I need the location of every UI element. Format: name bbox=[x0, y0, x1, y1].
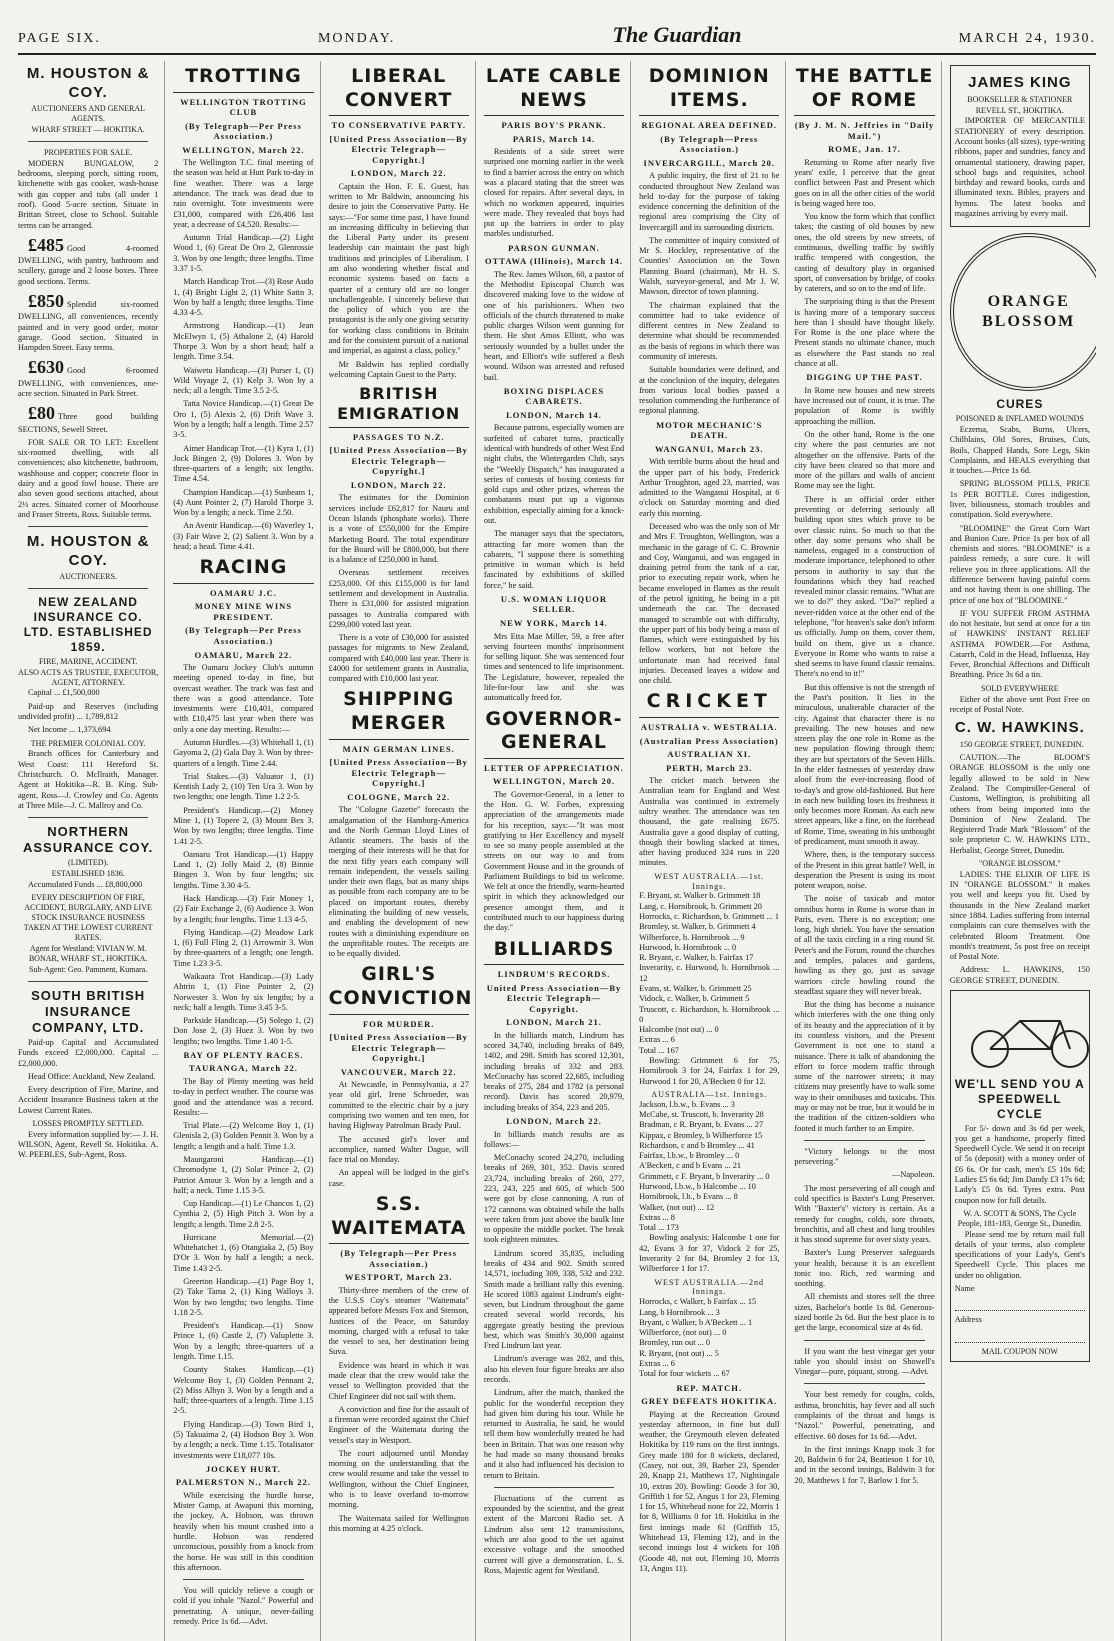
cricket-bowling: Bowling: Grimmett 6 for 75, Hornibrook 3 for 24, Fairfax 1 for 29, Hurwood 1 for 20, A'Beckett 0 for 12. bbox=[639, 1055, 780, 1086]
waitemata-dateline: WESTPORT, March 23. bbox=[344, 1272, 453, 1283]
cures-head: CURES bbox=[996, 397, 1044, 412]
rep-sub: GREY DEFEATS HOKITIKA. bbox=[641, 1396, 778, 1407]
shipping-p1: The "Cologne Gazette" forecasts the amalgamation of the Hamburg-America and the North German Lloyd Lines of Atlantic steamers. The basis of the merging of their interests will be that for the next fifty years each company will remain independent, the vessels sailing under their own flags, but as many ships as possible from each company are to be placed on important routes, thereby eliminating the building of new vessels, and enabling the development of new routes with a diminishing expenditure on the unprofitable routes. The receipts are to be equally divided. bbox=[328, 805, 469, 959]
coupon-name-field[interactable] bbox=[955, 1298, 1085, 1311]
billiards-p4: Lindrum scored 35,835, including breaks of 434 and 902. Smith scored 14,571, including 309, 338, 532 and 232. Smith made a brilliant rally this evening. He scored 1083 against Lindrum's eight-seven, but Lindrum throughout the game created several world records, his aggregate greatly besting the previous best, which was Smith's 30,000 against Fred Lindrum last year. bbox=[483, 1248, 625, 1351]
rome-byline: (By J. M. N. Jeffries in "Daily Mail.") bbox=[794, 120, 935, 141]
score-line: Total for four wickets ... 67 bbox=[639, 1369, 730, 1379]
billiards-assoc: United Press Association—By Electric Telegraph—Copyright. bbox=[486, 982, 622, 1014]
governor-headline: GOVERNOR-GENERAL bbox=[484, 708, 624, 759]
cures-body: Eczema, Scabs, Burns, Ulcers, Chilblains, Old Sores, Bruises, Cuts, Boils, Chapped Hands, Sore Legs, Skin Complaints, and HEALS everything that it touches.—Price 1s 6d. bbox=[949, 425, 1090, 476]
score-line: A'Beckett, c and b Evans ... 21 bbox=[639, 1161, 742, 1171]
boxing-p2: The manager says that the spectators, attracting far more women than the cabarets, "I suppose there is something primitive in woman which is held fascinated by exhibitions of skilled force," he said. bbox=[483, 529, 625, 590]
emigration-p2: Overseas settlement receives £253,000. Of this £155,000 is for land settlement and development in Australia. There is £31,000 for assisted migration passages to Australia compared with £299,000 voted last year. bbox=[328, 568, 469, 629]
cricket-sub: AUSTRALIA v. WESTRALIA. bbox=[640, 722, 778, 733]
liberal-assoc: [United Press Association—By Electric Telegraph—Copyright.] bbox=[329, 133, 468, 165]
price-3: £630 bbox=[28, 357, 64, 378]
seal-text: ORANGE BLOSSOM bbox=[982, 293, 1076, 331]
vinegar-ad: If you want the best vinegar get your table you should insist on Showell's Vinegar—pure, piquant, strong. —Advt. bbox=[794, 1346, 935, 1377]
rome-p10: But the thing has become a nuisance which interferes with the one thing only of its beauty and the appreciation of it by its countless visitors, and the Present Government is not one to stand a nuisance. There is talk of abandoning the effort to force modern traffic through some of the narrower streets; it may citizens may presently have to walk some way to their omnibuses and taxicabs. This may or may not be true, but it would be in the tradition of the citizen-soldiers who footed it much farther to an Empire. bbox=[794, 1000, 935, 1133]
racing-p9: Parkside Handicap.—(5) Solego 1, (2) Don Jose 2, (3) Huez 3. Won by two lengths; two lengths. Time 1.40 1-5. bbox=[173, 1016, 314, 1046]
racing-sub: OAMARU J.C. bbox=[209, 587, 277, 598]
score-line: Richardson, c and b Bromley ... 41 bbox=[639, 1140, 755, 1150]
score-line: R. Bryant, (not out) ... 5 bbox=[639, 1348, 719, 1358]
score-line: Lang, c. Hornibrook, b. Grimmett 20 bbox=[639, 901, 762, 911]
parson-p: The Rev. James Wilson, 60, a pastor of the Methodist Episcopal Church was discovered making love to the widow of one of his parishioners. When two officials of the church threatened to make public charges Wilson went gunning for them. He shot Amos Elliott, who was seriously wounded by a bullet under the heart, and Elliott's wife suffered a flesh wound. Wilson was arrested and refused bail. bbox=[483, 269, 625, 382]
paper-title: The Guardian bbox=[612, 22, 742, 47]
price-2: £850 bbox=[28, 290, 64, 311]
speedwell-title: WE'LL SEND YOU A SPEEDWELL CYCLE bbox=[954, 1076, 1085, 1121]
girl-dateline: VANCOUVER, March 22. bbox=[340, 1066, 457, 1077]
score-line: Bromley, st. Walker, b. Grimmett 4 bbox=[639, 922, 756, 932]
bop-p8: County Stakes Handicap.—(1) Welcome Boy 1, (3) Golden Pennant 2, (2) Miss Albyn 3. Won by a length and a half; three-quarters of a length. Time 1.15 2-5. bbox=[173, 1365, 314, 1416]
cricket-continued: In the first innings Knapp took 3 for 20, Baldwin 6 for 24, Beatieson 1 for 10, and in the second innings, Baldwin 3 for 20, Matthews 1 for 7, Barlow 1 for 5. bbox=[794, 1444, 935, 1485]
speedwell-ad bbox=[950, 990, 1090, 1363]
price-1: £485 bbox=[28, 234, 64, 255]
score-line: Walker, (not out) ... 12 bbox=[639, 1202, 715, 1212]
rome-headline: THE BATTLE OF ROME bbox=[794, 65, 934, 116]
billiards-headline: BILLIARDS bbox=[484, 938, 624, 966]
day: MONDAY. bbox=[317, 31, 396, 46]
orange-label: "ORANGE BLOSSOM." bbox=[979, 858, 1061, 868]
mechanic-head: MOTOR MECHANIC'S DEATH. bbox=[656, 419, 763, 441]
liberal-p2: Mr Baldwin has replied cordially welcoming Captain Guest to the Party. bbox=[328, 359, 469, 379]
northern-title: NORTHERN ASSURANCE COY. bbox=[22, 824, 154, 856]
score-line: Hornibrook, l.b., b Evans ... 8 bbox=[639, 1192, 738, 1202]
ad-houston-title: M. HOUSTON & COY. bbox=[26, 65, 150, 101]
rep-p: Playing at the Recreation Ground yesterday afternoon, in fine but dull weather, the Greymouth eleven defeated Hokitika by 119 runs on the first innings. Grey made 180 for 8 wickets, declared, (Casey, not out, 39, Barber 23, Spender 20, Knapp 21, Matthews 17, Nightingale 10, extras 20). Bowling: Goode 3 for 30, Griffith 1 for 52, Angus 1 for 23, Fleming 1 for 15, Whitehead none for 22, Morris 1 for 8, Williams 0 for 18. Hokitika in the first innings made 61 (Griffith 15, Whitehead 13, Fleming 12), and in the second innings lost 4 wickets for 108 (Goode 48, not out, Fleming 10, Morris 13, Angus 11). bbox=[639, 1409, 780, 1573]
score-line: Vidock, c. Walker, b. Grimmett 5 bbox=[639, 994, 750, 1004]
ad-houston-sub: AUCTIONEERS AND GENERAL AGENTS. bbox=[31, 104, 146, 124]
score-list bbox=[639, 891, 779, 1056]
emigration-p1: The estimates for the Dominion services include £62,817 for Nauru and Ocean Islands (phosphate works). There is a vote of £550,000 for the Empire Marketing Board. The total expenditure for the Board will be £800,000, but there is a balance of £250,000 in hand. bbox=[328, 493, 469, 565]
regional-p1: A public inquiry, the first of 21 to be conducted throughout New Zealand was held to-day for the purpose of taking evidence concerning the definition of the regional area comprising the City of Invercargill and its surrounding districts. bbox=[639, 171, 780, 232]
southbritish-losses: LOSSES PROMPTLY SETTLED. bbox=[32, 1118, 144, 1128]
governor-p1: The Governor-General, in a letter to the Hon. G. W. Forbes, expressing appreciation of the arrangements made for his reception, says:—"It was most gratifying to Her Excellency and myself to see so many people assembled at the streets on our way to and from Government House and in the grounds of Parliament Buildings to bid us welcome. We felt at once the friendly, warm-hearted spirit in which they acknowledged our presence amongst them, and it contributed much to our happiness during the day." bbox=[483, 789, 625, 933]
page-number: PAGE SIX. bbox=[18, 31, 101, 46]
governor-dateline: WELLINGTON, March 20. bbox=[492, 776, 616, 787]
nzi-premier: THE PREMIER COLONIAL COY. bbox=[30, 738, 146, 748]
rome-p7: But this offensive is not the strength of the Past's position. It lies in the miraculous, unalterable character of the city. Against that character there is no prevailing. The new houses and new streets play the one role in Rome as the new population flowing through them; they are but spectators of the Seven Hills. In the elder fastnesses of yesterday draw aloof from the ever-increasing flood of to-day's and grow old-fashioned. But here in each new building loses its freshness it only becomes more Roman. As each new street appears, like a fine, on the forehead of Rome, Time, sweating in his unthought of predicament, must smooth it away. bbox=[794, 682, 935, 846]
bloomine: "BLOOMINE" the Great Corn Wart and Bunion Cure. Price 1s per box of all chemists and stores. "BLOOMINE" is a painless remedy, a sure cure. It will relieve you in three applications. All the difference between having painful corns and not having them is one shilling. The price of one box of "BLOOMINE." bbox=[949, 523, 1090, 605]
girl-headline: GIRL'S CONVICTION bbox=[329, 963, 469, 1014]
score-line: Extras ... 8 bbox=[639, 1212, 675, 1222]
regional-dateline: INVERCARGILL, March 20. bbox=[643, 157, 775, 168]
column-1 bbox=[18, 61, 165, 1641]
nzi-branch: Branch offices for Canterbury and West Coast: 111 Hereford St. Christchurch. O. Mcllraith, Manager. Agent at Hokitika—R. B. King. Sub-agent, Ross—J. Crowley and Co. Agents at Three Mile—J. C. Mallroy and Co. bbox=[18, 749, 159, 810]
cable-headline: LATE CABLE NEWS bbox=[484, 65, 624, 116]
billiards-p2: In billiards match results are as follows:— bbox=[483, 1129, 625, 1149]
napoleon-quote: "Victory belongs to the most persevering." bbox=[794, 1146, 935, 1167]
trotting-p8: Champion Handicap.—(1) Sunbeam 1, (4) Aunt Pointer 2, (7) Harold Thorpe 3. Won by a length; a neck. Time 2.50. bbox=[173, 487, 314, 518]
northern-agent: Agent for Westland: VIVIAN W. M. BONAR, WHARF ST., HOKITIKA. bbox=[28, 943, 148, 963]
james-king-sub: BOOKSELLER & STATIONER bbox=[967, 94, 1073, 104]
parson-dateline: OTTAWA (Illinois), March 14. bbox=[485, 256, 623, 267]
property-2: Splendid six-roomed DWELLING, all conveniences, recently painted and in very good order, motor garage. Good section. Situated in Hampden Street. Easy terms. bbox=[18, 299, 159, 353]
speedwell-firm: W. A. SCOTT & SONS, The Cycle People, 181-183, George St., Dunedin. bbox=[957, 1208, 1082, 1228]
racing-p1: The Oamaru Jockey Club's autumn meeting opened to-day in fine, but overcast weather. The track was fast and there was a good attendance. Tote investments were £10,401, compared with £10,475 last year when there was only a one day meeting. Results:— bbox=[173, 663, 314, 734]
waitemata-headline: S.S. WAITEMATA bbox=[329, 1193, 469, 1244]
james-king-ad bbox=[950, 65, 1090, 227]
bicycle-icon bbox=[955, 1001, 1096, 1071]
bop-p5: Hurricane Memorial.—(2) Whitehatchet 1, (6) Otangiaka 2, (5) Boy D'Or 3. Won by half a length; a neck. Time 1.43 2-5. bbox=[173, 1232, 314, 1273]
northern-body: EVERY DESCRIPTION OF FIRE, ACCIDENT, BURGLARY, AND LIVE STOCK INSURANCE BUSINESS TAKEN AT THE LOWEST CURRENT RATES. bbox=[23, 893, 153, 943]
coupon-name-label: Name bbox=[954, 1284, 975, 1293]
trotting-p6: Tatta Novice Handicap.—(1) Great De Oro 1, (5) Alexis 2, (6) Drift Wave 3. Won by a length; half a length. Time 2.57 3-5. bbox=[173, 399, 314, 440]
waitemata-p4: The court adjourned until Monday morning on the understanding that the crew would resume and take the vessel to Wellington, without the Chief Engineer, who is to leave overland to-morrow morning. bbox=[328, 1448, 469, 1510]
regional-p4: Suitable boundaries were defined, and at the conclusion of the inquiry, delegates from various local bodies passed a resolution commending the furtherance of regional planning. bbox=[639, 365, 780, 416]
bop-p4: Cup Handicap.—(1) Le Chancos 1, (2) Cynthia 2, (5) High Pitch 3. Won by a length; a length. Time 2.8 2-5. bbox=[173, 1199, 314, 1229]
score-line: Jackson, l.b.w., b. Evans ... 3 bbox=[639, 1099, 735, 1109]
bop-p7: President's Handicap.—(1) Snow Prince 1, (6) Castle 2, (7) Valuplette 3. Won by a length; three-quarters of a length. Time 1.15. bbox=[173, 1321, 314, 1361]
cures-line: POISONED & INFLAMED WOUNDS bbox=[955, 414, 1084, 424]
regional-p3: The chairman explained that the committee had to take evidence of different centres in New Zealand to determine what should be recommended as the basis of regions in which there was community of interests. bbox=[639, 300, 780, 361]
score-line: Fairfax, l.b.w., b Bromley ... 0 bbox=[639, 1151, 740, 1161]
bop-p3: Maungaroni Handicap.—(1) Chromodyne 1, (2) Solar Prince 2, (2) Patriot Amour 3. Won by a length and a half; a neck. Time 1.15 3-5. bbox=[173, 1154, 314, 1195]
emigration-p3: There is a vote of £30,000 for assisted passages for migrants to New Zealand, compared with £40,000 last year. There is £4000 for settlement grants in Australia, compared with £10,000 last year. bbox=[328, 633, 469, 684]
ad-houston-addr: WHARF STREET — HOKITIKA. bbox=[31, 125, 145, 134]
score-line: Bromley, run out ... 0 bbox=[639, 1338, 711, 1348]
jockey-dateline: PALMERSTON N., March 22. bbox=[175, 1477, 311, 1488]
billiards-sub: LINDRUM'S RECORDS. bbox=[497, 969, 611, 980]
score-line: Hurwood, b. Hornibrook ... 0 bbox=[639, 942, 737, 952]
trotting-headline: TROTTING bbox=[173, 65, 313, 93]
baxter-p2: Baxter's Lung Preserver safeguards your health, because it is an excellent tonic too. Rich, red warming and soothing. bbox=[794, 1248, 935, 1289]
cricket-assoc: (Australian Press Association) bbox=[639, 735, 779, 746]
southbritish-title: SOUTH BRITISH INSURANCE COMPANY, LTD. bbox=[31, 987, 146, 1035]
emigration-dateline: LONDON, March 22. bbox=[350, 479, 447, 490]
trotting-p7: Aimer Handicap Trot.—(1) Kyra 1, (1) Jock Bingen 2, (9) Dolores 3. Won by three-quarters of a length; six lengths. Time 4.54. bbox=[173, 443, 314, 484]
column-7 bbox=[950, 61, 1096, 1641]
hawkins-caution: CAUTION.—The BLOOM'S ORANGE BLOSSOM is the only one legally allowed to be sold in New Zealand. The Comptroller-General of Customs, Wellington, is prohibiting all others from being imported into the Dominion of New Zealand. The Registered Trade Mark "Blossom" of the sole proprietor C. W. HAWKINS LTD., Herbalist, George Street, Dunedin. bbox=[949, 753, 1090, 855]
racing-p5: Oamaru Trot Handicap.—(1) Happy Land 1, (2) Jolly Maid 2, (8) Binnie Bingen 3. Won by four lengths; six lengths. Time 3.30 4-5. bbox=[173, 849, 314, 890]
billiards-dateline2: LONDON, March 22. bbox=[506, 1116, 602, 1127]
rome-p6: There is an official order either preventing or deferring seriously all building upon sites which prove to be over classic ruins. So much so that the other day some persons who shall be nameless, engaged in a construction of moderate importance, telephoned to other persons in authority to say that the foundations which they had reached revealed minor classic remains. "What are we to do?" they asked. "Do?" replied a never-ridden voice at the other end of the telephone, "for heaven's sake don't inform us officially. Jump on them, cover them, build on them, give us a chance. Everyone in Rome who wants to raise a shed seems to have found classic remains. There's no end to it!" bbox=[794, 494, 935, 679]
trotting-assoc: (By Telegraph—Per Press Association.) bbox=[185, 120, 302, 142]
racing-dateline: OAMARU, March 22. bbox=[194, 649, 293, 660]
score-line: Total ... 167 bbox=[639, 1045, 679, 1055]
bop-p1: The Bay of Plenty meeting was held to-day in perfect weather. The course was good and the attendance was a record. Results:— bbox=[173, 1076, 314, 1117]
trotting-p3: March Handicap Trot.—(3) Rose Audo 1, (4) Bright Light 2, (1) White Satin 3. Won by half a length; three lengths. Time 4.33 4-5. bbox=[173, 277, 314, 318]
score-line: McCabe, st. Truscott, b. Inverarity 28 bbox=[639, 1110, 764, 1120]
score-line: Total ... 173 bbox=[639, 1223, 679, 1233]
trotting-p2: Autumn Trial Handicap.—(2) Light Wood 1, (6) Great De Oro 2, Glenrossie 3. Won by one length; three lengths. Time 3.37 1-5. bbox=[173, 233, 314, 274]
column-5 bbox=[639, 61, 786, 1641]
score-line: Evans, st. Walker, b. Grimmett 25 bbox=[639, 984, 752, 994]
columns bbox=[18, 61, 1096, 1641]
jockey-p: While exercising the hurdle horse, Mister Gamp, at Awapuni this morning, the jockey, A. Hobson, was thrown heavily when his mount crashed into a hurdle. Hobson was rendered unconscious, possibly from a knock from the horse. He was still in this condition this afternoon. bbox=[173, 1490, 314, 1572]
score-line: Halcombe (not out) ... 0 bbox=[639, 1025, 719, 1035]
property-4: Three good building SECTIONS, Sewell Street. bbox=[18, 412, 159, 434]
paris-dateline: PARIS, March 14. bbox=[512, 133, 596, 144]
sold-everywhere: SOLD EVERYWHERE bbox=[981, 683, 1059, 693]
date: MARCH 24, 1930. bbox=[958, 31, 1096, 46]
rome-p1: Returning to Rome after nearly five years' exile, I perceive that the great conflict between Past and Present which goes on in all the other cities of the world is being waged here too. bbox=[794, 157, 935, 208]
bop-head: BAY OF PLENTY RACES. bbox=[183, 1049, 304, 1060]
column-6 bbox=[794, 61, 941, 1641]
masthead bbox=[18, 22, 1096, 55]
liberal-sub: TO CONSERVATIVE PARTY. bbox=[331, 120, 466, 131]
cricket-headline: CRICKET bbox=[639, 690, 779, 718]
jockey-head: JOCKEY HURT. bbox=[205, 1463, 281, 1474]
rome-p9: The noise of taxicab and motor omnibus horns in Rome is worse than in Paris, even. There is no exception; one long, high shriek. You have the sensation of all the taxis circling in a ring round St. Peter's and the Forum, round the churches and temples, palaces and gardens, howling as they go, just as savage warriors circle howling round the steadfast square they will never break. bbox=[794, 894, 935, 996]
regional-p2: The committee of inquiry consisted of Mr S. Hockley, representative of the Counties' Association on the Town Planning Board (chairman), Mr H. S. Walsh, surveyor-general, and Mr J. W. Mawson, director of town planning. bbox=[639, 235, 780, 297]
emigration-headline: BRITISH EMIGRATION bbox=[329, 384, 469, 428]
score-line: Grimmett, c F. Bryant, b Inverarity ... 0 bbox=[639, 1171, 770, 1181]
ad-houston-section: PROPERTIES FOR SALE. bbox=[44, 147, 133, 157]
rep-head: REP. MATCH. bbox=[676, 1382, 743, 1393]
cricket-sub2: AUSTRALIAN XI. bbox=[667, 749, 752, 760]
billiards-p6: Lindrum, after the match, thanked the public for the wonderful reception they had given him during his tour. While he returned to Australia, he said, he would tell them how wonderfully treated he had been in Britain. That was one reason why he had made so many thousand breaks and it also had influenced his decision to return to Britain. bbox=[483, 1388, 625, 1480]
girl-p1: At Newcastle, in Pennsylvania, a 27 year old girl, Irene Schroeder, was committed to the electric chair by a jury comprising two women and ten men, for having Highway Patrolman Brady Paul. bbox=[328, 1080, 469, 1131]
ad-houston2-sub: AUCTIONEERS. bbox=[59, 572, 117, 582]
column-4 bbox=[484, 61, 631, 1641]
aus-title: AUSTRALIA—1st. Innings. bbox=[651, 1089, 768, 1099]
speedwell-body: For 5/- down and 3s 6d per week, you get a handsome, properly fitted Speedwell Cycle. We send it on receipt of 5s (deposit) with a money order of £6 6s. Or for cash, men's £5 10s 6d; Ladies £5 6s 6d; Jim Dandy £3 17s 6d; Lady's £5 0s 6d. Tyres extra. Post coupon now for full details. bbox=[954, 1123, 1085, 1205]
waitemata-assoc: (By Telegraph—Per Press Association.) bbox=[340, 1248, 458, 1269]
southbritish-office: Head Office: Auckland, New Zealand. bbox=[28, 1071, 156, 1081]
james-king-addr: REVELL ST., HOKITIKA. bbox=[975, 105, 1064, 115]
liberal-headline: LIBERAL CONVERT bbox=[329, 65, 469, 116]
trotting-p9: An Avenir Handicap.—(6) Waverley 1, (3) Fair Wave 2, (2) Salient 3. Won by a head; a head. Time 4.41. bbox=[173, 521, 314, 552]
bop-p2: Trial Plate.—(2) Welcome Boy 1, (1) Glenisla 2, (3) Golden Pennit 3. Won by a length; a length and a half. Time 1.3. bbox=[173, 1121, 314, 1151]
ladies-ad: LADIES: THE ELIXIR OF LIFE IS IN "ORANGE BLOSSOM." It makes you well and keeps you fit. Used by thousands in the New Zealand market since 1884. Ladies suffering from internal complaints can cure themselves with the celebrated Bloom Treatment. One month's treatment, 5s post free on receipt of Postal Note. bbox=[949, 869, 1090, 962]
rome-p8: Where, then, is the temporary success of the Present in this great battle? Well, in desperation the Present is using its most potent weapon, noise. bbox=[794, 850, 935, 891]
shipping-headline: SHIPPING MERGER bbox=[329, 688, 469, 739]
racing-p2: Autumn Hurdles.—(3) Whitehall 1, (1) Gayoma 2, (2) Gala Day 3. Won by three-quarters of a length. Time 2.44. bbox=[173, 738, 314, 768]
shipping-dateline: COLOGNE, March 22. bbox=[347, 791, 451, 802]
emigration-sub: PASSAGES TO N.Z. bbox=[352, 431, 445, 442]
nzi-trustee: ALSO ACTS AS TRUSTEE, EXECUTOR, AGENT, ATTORNEY. bbox=[18, 667, 159, 687]
score-line: F. Bryant, st. Walker b. Grimmett 18 bbox=[639, 891, 761, 901]
coupon-address-field[interactable] bbox=[955, 1330, 1085, 1343]
james-king-title: JAMES KING bbox=[968, 74, 1072, 91]
rome-p2: You know the form which that conflict takes; the casting of old houses by new ones, the old streets by new streets, of continuous, dwelling traffic by swiftly traffic tempered with congestion, the casting of desultory play in organised sport, of conversation by bridge, of cooks by caterers, and so on to the end of life. bbox=[794, 212, 935, 294]
racing-p4: President's Handicap.—(2) Money Mine 1, (1) Topere 2, (3) Mount Bex 3. Won by two lengths; three lengths. Time 1.41 2-5. bbox=[173, 805, 314, 846]
billiards-p7: Fluctuations of the current as expounded by the scientist, and the great extent of the Marconi Radio set. A Lindrum also sent 12 transmissions, which are also good to the set against excessive voltage and the smoothed current will give a demonstration. L. S. Ross, Majestic agent for Westland. bbox=[483, 1493, 625, 1575]
girl-assoc: [United Press Association—By Electric Telegraph—Copyright.] bbox=[329, 1032, 468, 1064]
property-1: Good 4-roomed DWELLING, with pantry, bathroom and scullery, garage and 2 loose boxes. Three good sections. Terms. bbox=[18, 243, 159, 286]
napoleon-attr: —Napoleon. bbox=[892, 1170, 935, 1180]
governor-sub: LETTER OF APPRECIATION. bbox=[484, 762, 624, 773]
liquor-head: U.S. WOMAN LIQUOR SELLER. bbox=[500, 593, 608, 615]
trotting-p4: Armstrong Handicap.—(1) Jean McElwyn 1, (5) Athalone 2, (4) Harold Thorpe 3. Won by a short head; half a length. Time 3.54. bbox=[173, 321, 314, 362]
racing-p3: Trial Stakes.—(3) Valuator 1, (1) Kentish Lady 2, (10) Ten Ura 3. Won by two lengths; one length. Time 1.2 2-5. bbox=[173, 771, 314, 802]
either-line: Either of the above sent Post Free on receipt of Postal Note. bbox=[949, 694, 1090, 714]
girl-p2: The accused girl's lover and accomplice, named Walter Dague, will face trial on Monday. bbox=[328, 1134, 469, 1165]
property-lease: FOR SALE OR TO LET: Excellent six-roomed dwelling, with all conveniences; also kitchenette, bathroom, washhouse and copper; concrete floor in dairy and a good fowl house. There are also seven good sections attached, about 2½ acres. Situated corner of Moorhouse and Fraser Streets, Ross. Suitable terms. bbox=[18, 437, 159, 519]
mechanic-p2: Deceased who was the only son of Mr and Mrs F. Troughton, Wellington, was a mechanic in the garage of C. C. Brownie and Coy, Wanganui, and was engaged in draining petrol from the tank of a car, prior to executing repair work, when he became enveloped in flames as the result of the petrol igniting, he being in a pit underneath the car. The deceased managed to scramble out with difficulty, the upper part of his body being a mass of flames, which were extinguished by his fellow workers, but not before the unfortunate man had received fatal injuries. Deceased leaves a widow and one child. bbox=[639, 521, 780, 686]
score-line: Hurwood, l.b.w., b Halcombe ... 10 bbox=[639, 1181, 756, 1191]
coupon-address-label: Address bbox=[954, 1315, 982, 1325]
column-3 bbox=[329, 61, 476, 1641]
column-2 bbox=[173, 61, 320, 1641]
rome-p3: The surprising thing is that the Present is having more of a temporary success here than I should have thought likely. For Rome is the one place where the Present stands no ultimate chance, much as elsewhere the Past stands no real chance at all. bbox=[794, 297, 935, 369]
score-line: Inverarity, c. Hurwood, b. Hornibrook ... 12 bbox=[639, 963, 780, 983]
score-line: Kippax, c Bromley, b Wilberforce 15 bbox=[639, 1130, 763, 1140]
paris-p: Residents of a side street were surprised one morning earlier in the week to find a barrier across the entry on which was a placard stating that the street was closed for repairs. After several days, in which no workmen appeared, inquiries were made. They revealed that boys had put up the barriers in order to play marbles undisturbed. bbox=[483, 147, 625, 239]
score-line: Horrocks, c Walker, b Fairfax ... 15 bbox=[639, 1297, 757, 1307]
boxing-dateline: LONDON, March 14. bbox=[506, 409, 602, 420]
nazol-ad: Your best remedy for coughs, colds, asthma, bronchitis, hay fever and all such complaints of the throat and lungs is "Nazol." Powerful, penetrating, and effective. 60 doses for 1s 6d.—Advt. bbox=[794, 1390, 935, 1441]
bop-p6: Greerton Handicap.—(1) Page Boy 1, (2) Take Tama 2, (1) King Walloys 3. Won by two lengths; two lengths. Time 1.18 2-5. bbox=[173, 1277, 314, 1317]
score-line: Horrocks, c. Richardson, b. Grimmett ... 1 bbox=[639, 912, 779, 922]
southbritish-capital: Paid-up Capital and Accumulated Funds exceed £2,000,000. Capital ... £2,000,000. bbox=[18, 1038, 159, 1068]
hawkins-address: Address: L. HAWKINS, 150 GEORGE STREET, DUNEDIN. bbox=[949, 965, 1090, 985]
billiards-p3: McConachy scored 24,270, including breaks of 269, 301, 352. Davis scored 23,724, including breaks of 260, 277, 223, 243, 225 and 605, of which 500 were got by close cannoning. A run of 172 cannons was obtained while the balls were taken from just above the baulk line to opposite the middle pocket. The break took eighteen minutes. bbox=[483, 1153, 625, 1245]
parson-head: PARSON GUNMAN. bbox=[508, 242, 600, 253]
coupon-text: Please send me by return mail full details of your terms, also complete specifications of your Lady's, Gent's Speedwell Cycle. This places me under no obligation. bbox=[954, 1229, 1085, 1280]
waitemata-p5: The Waitemata sailed for Wellington this morning at 4.25 o'clock. bbox=[328, 1513, 469, 1533]
ad-houston2-title: M. HOUSTON & COY. bbox=[26, 533, 150, 569]
billiards-dateline: LONDON, March 21. bbox=[506, 1017, 602, 1028]
waitemata-p2: Evidence was heard in which it was made clear that the crew would take the vessel to Wellington provided that the Chief Engineer did not sail with them. bbox=[328, 1360, 469, 1401]
trotting-p5: Waiwetu Handicap.—(3) Purser 1, (1) Wild Voyage 2, (1) Kelp 3. Won by a neck; all a length. Time 3.5 2-5. bbox=[173, 365, 314, 396]
racing-assoc: (By Telegraph—Per Press Association.) bbox=[185, 625, 302, 646]
mechanic-dateline: WANGANUI, March 23. bbox=[654, 443, 764, 454]
dominion-headline: DOMINION ITEMS. bbox=[639, 65, 779, 116]
rome-p5: On the other hand, Rome is the one city where the past centuries are not altogether on the offensive. Parts of the city have been cleared so that more and more of the pillars and walls of ancient Rome may see the light. bbox=[794, 429, 935, 491]
southbritish-info: Every information supplied by:— J. H. WILSON, Agent, Revell St. Hokitika. A. W. PEEBLES, Sub-Agent, Ross. bbox=[18, 1129, 159, 1160]
asthma: IF YOU SUFFER FROM ASTHMA do not hesitate, but send at once for a tin of HAWKINS' INSTANT RELIEF ASTHMA POWDER.—For Asthma, Catarrh, Cold in the Head, Influenza, Hay Fever, Bronchial Affections and Difficult Breathing. Price 3s 6d a tin. bbox=[949, 608, 1090, 680]
score-line: Wilberforce, b. Hornibrook ... 9 bbox=[639, 932, 745, 942]
southbritish-desc: Every description of Fire, Marine, and Accident Insurance Business taken at the Lowest Current Rates. bbox=[18, 1085, 159, 1115]
mail-coupon: MAIL COUPON NOW bbox=[981, 1346, 1058, 1356]
score-line: R. Bryant, c. Walker, b. Fairfax 17 bbox=[639, 953, 754, 963]
hawkins-title: C. W. HAWKINS. bbox=[954, 719, 1085, 737]
liberal-p1: Captain the Hon. F. E. Guest, has written to Mr Baldwin, announcing his desire to join the Conservative Party. He says:—"For some time past, I have found an increasing difficulty in believing that the Liberal Party under its present leadership can maintain the past high traditions and principles of Liberalism. I am also wondering whether fiscal and economic systems based on facts a quarter of a century old are no longer unchallengeable. I sincerely believe that the policy of which you are the protagonist is the only one giving security for working class conditions in Britain and for the consistent pursuit of a national and imperial, as against a class, policy." bbox=[328, 181, 469, 356]
boxing-head: BOXING DISPLACES CABARETS. bbox=[503, 385, 605, 407]
score-line: Truscott, c. Richardson, b. Hornibrook ... 0 bbox=[639, 1004, 780, 1024]
cricket-bowl2: Bowling analysis: Halcombe 1 one for 42, Evans 3 for 37, Vidock 2 for 25, Inverarity 2 for 84, Bromley 2 for 13, Wilberforce 1 for 17. bbox=[639, 1233, 780, 1274]
aus-score-list bbox=[639, 1100, 779, 1234]
regional-assoc: (By Telegraph—Press Association.) bbox=[660, 133, 759, 155]
shipping-assoc: [United Press Association—By Electric Telegraph—Copyright.] bbox=[329, 757, 468, 789]
score-line: Extras ... 6 bbox=[639, 1359, 675, 1369]
trotting-p1: The Wellington T.C. final meeting of the season was held at Hutt Park to-day in fine weather. There was a large attendance. The track was dead due to rain overnight. Tote investments were £31,000, compared with £26,406 last year, a decrease of £4,520. Results:— bbox=[173, 158, 314, 229]
score-line: Lang, b Hornibrook ... 3 bbox=[639, 1307, 720, 1317]
second-title: WEST AUSTRALIA.—2nd Innings. bbox=[654, 1277, 765, 1297]
score-line: Bradman, c R. Bryant, b. Evans ... 27 bbox=[639, 1120, 764, 1130]
cricket-dateline: PERTH, March 23. bbox=[666, 762, 753, 773]
bop-p9: Flying Handicap.—(3) Town Bird 1, (5) Takuaima 2, (4) Hodson Boy 3. Won by a length; a neck. Time 1.15. Totalisator investments were £18,077 10s. bbox=[173, 1419, 314, 1460]
liquor-p: Mrs Etta Mae Miller, 59, a free after serving fourteen months' imprisonment for selling liquor. She was sentenced four times and sentenced to life imprisonment. The Legislature, however, repealed the life-for-four law and she was automatically freed for. bbox=[483, 631, 625, 703]
emigration-assoc: [United Press Association—By Electric Telegraph—Copyright.] bbox=[329, 445, 468, 477]
girl-sub: FOR MURDER. bbox=[362, 1018, 435, 1029]
nzi-capital: Capital ... £1,500,000 bbox=[28, 688, 100, 698]
regional-head: REGIONAL AREA DEFINED. bbox=[641, 120, 778, 131]
nzi-title: NEW ZEALAND INSURANCE CO. LTD. ESTABLISHED 1859. bbox=[23, 595, 153, 654]
james-king-body: IMPORTER OF MERCANTILE STATIONERY of every description. Account books (all sizes), type-writing ribbons, paper and sundries, fancy and ornamental stationery, drawing paper, school bags and requisites, school birthday and reward books, cards and illuminated texts. Bibles, prayers and hymns. The latest books and magazines arriving by every mail. bbox=[954, 116, 1085, 218]
nzi-line: FIRE, MARINE, ACCIDENT. bbox=[38, 656, 138, 666]
score-title: WEST AUSTRALIA.—1st. Innings. bbox=[654, 871, 765, 891]
orange-blossom-seal-icon bbox=[950, 233, 1096, 391]
digging-head: DIGGING UP THE PAST. bbox=[806, 372, 923, 383]
trotting-sub: WELLINGTON TROTTING CLUB bbox=[180, 96, 307, 118]
northern-funds: Accumulated Funds ... £8,800,000 bbox=[28, 880, 143, 890]
racing-p8: Waikaura Trot Handicap.—(3) Lady Ahtrin 1, (1) Fine Pointer 2, (2) Norwester 3. Won by six lengths; by a neck; half a length. Time 3.45 3-5. bbox=[173, 971, 314, 1012]
northern-limited: (LIMITED). bbox=[68, 858, 109, 868]
baxter-p3: All chemists and stores sell the three sizes, Bachelor's bottle 1s 8d. Generous-sized bottle 2s 6d. But the best place is to get the large, economical size at 4s 6d. bbox=[794, 1292, 935, 1333]
nzi-reserves: Paid-up and Reserves (including undivided profit) ... 1,789,812 bbox=[18, 701, 159, 721]
score-line: Wilberforce, (not out) ... 0 bbox=[639, 1328, 727, 1338]
score-line: Extras ... 6 bbox=[639, 1035, 675, 1045]
rome-dateline: ROME, Jan. 17. bbox=[828, 144, 901, 155]
property-3: Good 6-roomed DWELLING, with conveniences, one-acre section. Situated in Park Street. bbox=[18, 366, 159, 398]
col2-ad: You will quickly relieve a cough or cold if you inhale "Nazol." Powerful and penetrating. A unique, never-failing remedy. Price 1s 6d.—Advt. bbox=[173, 1586, 314, 1626]
mechanic-p1: With terrible burns about the head and the upper part of his body, Frederick Arthur Troughton, aged 23, married, was admitted to the Wanganui Hospital, at 6 o'clock on Saturday morning and died early this morning. bbox=[639, 457, 780, 518]
cricket-p1: The cricket match between the Australian team for England and West Australia was continued in extremely sultry weather. The attendance was ten thousand, the gate realising £675. Australia gave a good display of cutting, though their bowling slacked at times, after having produced 324 runs in 220 minutes. bbox=[639, 776, 780, 868]
nzi-income: Net Income ... 1,373,694 bbox=[28, 725, 111, 735]
hawkins-addr: 150 GEORGE STREET, DUNEDIN. bbox=[959, 739, 1084, 749]
liberal-dateline: LONDON, March 22. bbox=[350, 168, 447, 179]
second-score-list bbox=[639, 1297, 779, 1379]
ad-houston-body: MODERN BUNGALOW, 2 bedrooms, sleeping porch, sitting room, kitchenette with gas cooker, wash-house with gas copper and tubs (all under 1 roof). Good 5-acre section. Situate in Brittan Street, close to School. Suitable terms can be arranged. bbox=[18, 158, 159, 230]
trotting-dateline: WELLINGTON, March 22. bbox=[182, 144, 305, 155]
paris-head: PARIS BOY'S PRANK. bbox=[501, 120, 607, 131]
waitemata-p3: A conviction and fine for the assault of a fireman were recorded against the Chief Engineer of the Waitemata during the vessel's stay in Westport. bbox=[328, 1404, 469, 1445]
racing-p7: Flying Handicap.—(2) Meadow Lark 1, (6) Full Fling 2, (1) Arrowmir 3. Won by three-quarters of a length; one length. Time 1.23 3-5. bbox=[173, 927, 314, 968]
billiards-p1: In the billiards match, Lindrum has scored 34,740, including breaks of 849, 1402, and 298. Smith has scored 12,301, including breaks of 332 and 283. McConachy has scored 22,685, including breaks of 275, 284 and 1782 (a personal record). Davis has scored 20,979, including breaks of 354, 223 and 205. bbox=[483, 1030, 625, 1112]
baxter-p1: The most persevering of all cough and cold specifics is Baxter's Lung Preserver. With "Baxter's" victory is certain. As a remedy for coughs, colds, sore throats, bronchitis, and all chest and lung troubles it has stood supreme for over sixty years. bbox=[794, 1183, 935, 1245]
racing-sub2: MONEY MINE WINS PRESIDENT. bbox=[194, 601, 293, 622]
liquor-dateline: NEW YORK, March 14. bbox=[500, 618, 608, 628]
boxing-p1: Because patrons, especially women are surfeited of cabaret turns, practically identical with hundreds of other West End night clubs, the Wintergarden Club, says the "Weekly Dispatch," has inaugurated a series of contests of boxing contests for gold cups and other prizes, whereas the combatants must put up a vigorous exhibition, especially aiming for a knock-out. bbox=[483, 423, 625, 525]
waitemata-p1: Thirty-three members of the crew of the U.S.S Coy's steamer "Waitemata" appeared before Messrs Fox and Stenson, Justices of the Peace, on Saturday morning, charged with a refusal to take the vessel to sea, her destination being Suva. bbox=[328, 1285, 469, 1357]
billiards-p5: Lindrum's average was 282, and this, also his eleven four figure breaks are also records. bbox=[483, 1354, 625, 1385]
score-line: Bryant, c Walker, b A'Beckett ... 1 bbox=[639, 1317, 753, 1327]
bop-dateline: TAURANGA, March 22. bbox=[188, 1063, 298, 1074]
girl-p3: An appeal will be lodged in the girl's case. bbox=[328, 1168, 469, 1188]
rome-p4: In Rome new houses and new streets have increased out of count, it is true. The population of Rome is swiftly approaching the million. bbox=[794, 385, 935, 426]
racing-p6: Hack Handicap.—(3) Fair Money 1, (2) Fair Exchange 2, (6) Audience 3. Won by a length; four lengths. Time 1.13 4-5. bbox=[173, 893, 314, 924]
shipping-sub: MAIN GERMAN LINES. bbox=[342, 743, 455, 754]
price-4: £80 bbox=[28, 403, 55, 424]
northern-est: ESTABLISHED 1836. bbox=[51, 869, 125, 879]
spring-pills: SPRING BLOSSOM PILLS, PRICE 1s PER BOTTLE. Cures indigestion, liver, biliousness, stomach troubles and constipation. Sold everywhere. bbox=[949, 479, 1090, 520]
northern-sub: Sub-Agent: Geo. Pamment, Kumara. bbox=[29, 964, 148, 974]
racing-headline: RACING bbox=[173, 556, 313, 584]
